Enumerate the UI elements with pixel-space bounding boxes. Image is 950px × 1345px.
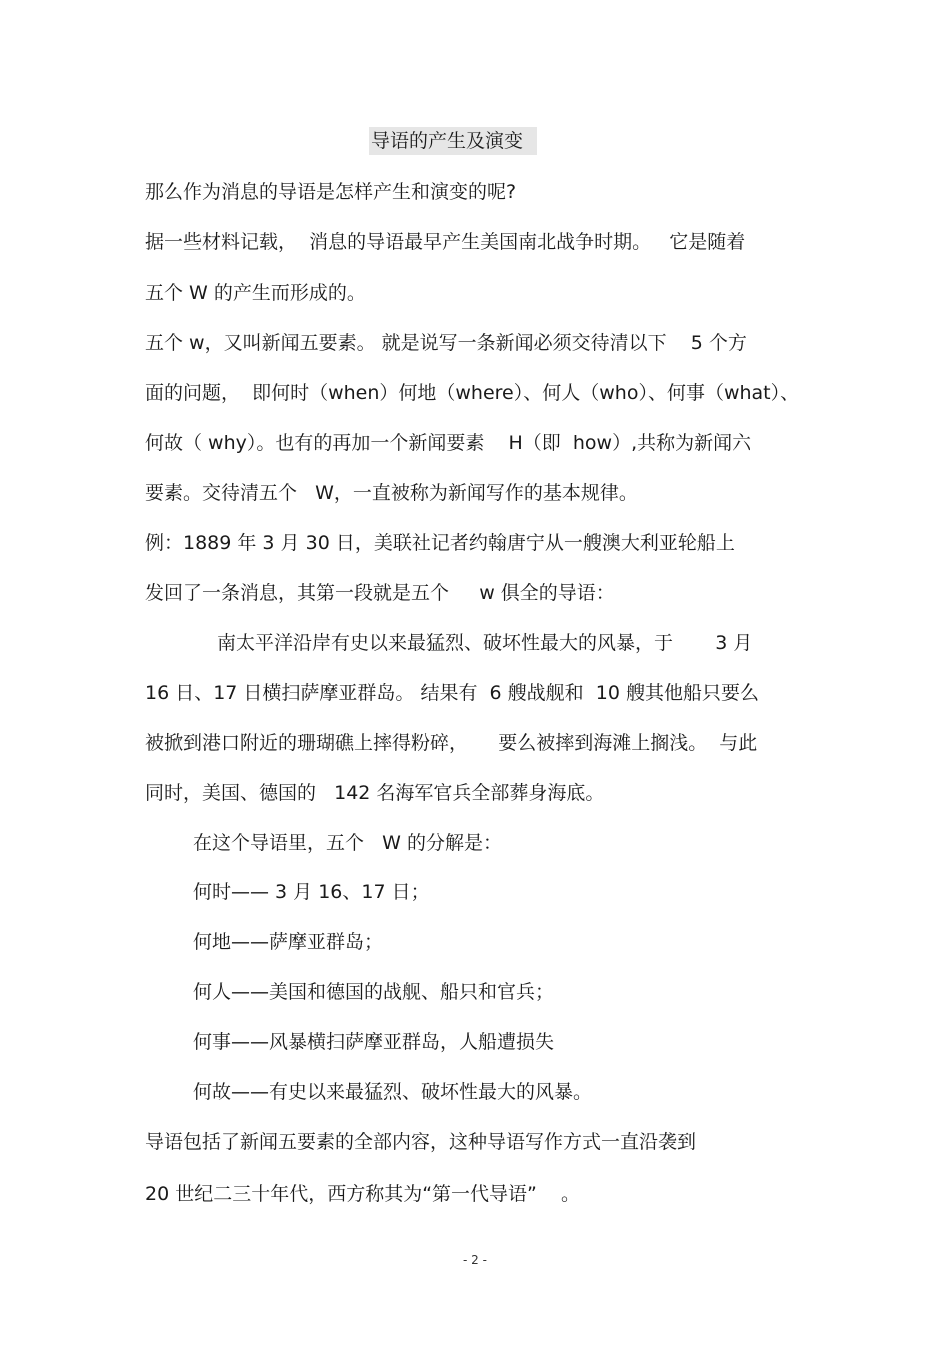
- list-item: 何时—— 3 月 16、17 日；: [193, 881, 430, 903]
- list-item: 何故——有史以来最猛烈、破坏性最大的风暴。: [193, 1081, 593, 1103]
- paragraph-line: 在这个导语里，五个 W 的分解是：: [193, 832, 502, 854]
- paragraph-line: 例：1889 年 3 月 30 日，美联社记者约翰唐宁从一艘澳大利亚轮船上: [145, 532, 735, 554]
- quote-line: 16 日、17 日横扫萨摩亚群岛。 结果有 6 艘战舰和 10 艘其他船只要么: [145, 682, 759, 704]
- quote-line: 被掀到港口附近的珊瑚礁上摔得粉碎， 要么被摔到海滩上搁浅。 与此: [145, 732, 758, 754]
- paragraph-line: 发回了一条消息，其第一段就是五个 w 俱全的导语：: [145, 582, 615, 604]
- quote-line: 南太平洋沿岸有史以来最猛烈、破坏性最大的风暴，于 3 月: [217, 632, 753, 654]
- paragraph-line: 何故（ why）。也有的再加一个新闻要素 H（即 how）,共称为新闻六: [145, 432, 752, 454]
- quote-line: 同时，美国、德国的 142 名海军官兵全部葬身海底。: [145, 782, 605, 804]
- paragraph-line: 20 世纪二三十年代，西方称其为“第一代导语” 。: [145, 1183, 581, 1205]
- paragraph-line: 五个 W 的产生而形成的。: [145, 282, 366, 304]
- document-title: 导语的产生及演变: [369, 127, 537, 155]
- paragraph-line: 面的问题， 即何时（when）何地（where）、何人（who）、何事（what）、: [145, 382, 800, 404]
- paragraph-line: 那么作为消息的导语是怎样产生和演变的呢?: [145, 181, 517, 203]
- paragraph-line: 据一些材料记载， 消息的导语最早产生美国南北战争时期。 它是随着: [145, 231, 746, 253]
- paragraph-line: 要素。交待清五个 W，一直被称为新闻写作的基本规律。: [145, 482, 638, 504]
- paragraph-line: 导语包括了新闻五要素的全部内容，这种导语写作方式一直沿袭到: [145, 1131, 697, 1153]
- paragraph-line: 五个 w，又叫新闻五要素。 就是说写一条新闻必须交待清以下 5 个方: [145, 332, 747, 354]
- page-number: - 2 -: [463, 1253, 487, 1267]
- list-item: 何人——美国和德国的战舰、船只和官兵；: [193, 981, 555, 1003]
- list-item: 何事——风暴横扫萨摩亚群岛，人船遭损失: [193, 1031, 555, 1053]
- list-item: 何地——萨摩亚群岛；: [193, 931, 384, 953]
